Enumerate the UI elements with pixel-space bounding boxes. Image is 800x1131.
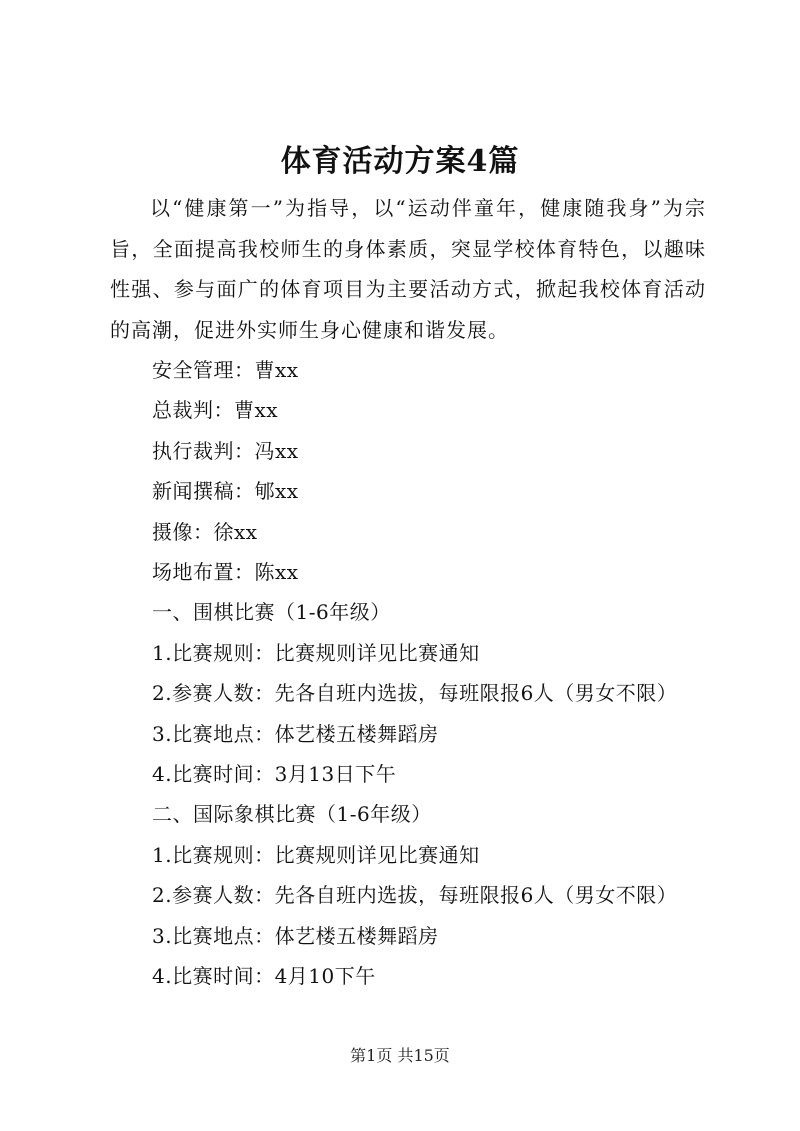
list-item: 3.比赛地点：体艺楼五楼舞蹈房: [152, 923, 439, 948]
staff-chief-referee: 总裁判：曹xx: [152, 398, 279, 423]
section-heading-chess: 二、国际象棋比赛（1-6年级）: [152, 802, 432, 827]
staff-executive-referee: 执行裁判：冯xx: [152, 438, 299, 463]
intro-paragraph: 以“健康第一”为指导，以“运动伴童年，健康随我身”为宗旨，全面提高我校师生的身体素质，突显学校体育特色，以趣味性强、参与面广的体育项目为主要活动方式，掀起我校体育活动的高潮，促进外实师生身心健康和谐发展。: [110, 196, 706, 342]
list-item: 2.参赛人数：先各自班内选拔，每班限报6人（男女不限）: [152, 883, 678, 908]
list-item: 4.比赛时间：3月13日下午: [152, 762, 397, 787]
section-heading-go: 一、围棋比赛（1-6年级）: [152, 600, 391, 625]
list-item: 1.比赛规则：比赛规则详见比赛通知: [152, 842, 480, 867]
staff-camera: 摄像：徐xx: [152, 519, 258, 544]
staff-news-writer: 新闻撰稿：郇xx: [152, 479, 299, 504]
list-item: 3.比赛地点：体艺楼五楼舞蹈房: [152, 721, 439, 746]
content-lines: [110, 350, 706, 997]
list-item: 4.比赛时间：4月10下午: [152, 964, 376, 989]
document-title: 体育活动方案4篇: [280, 144, 520, 179]
list-item: 1.比赛规则：比赛规则详见比赛通知: [152, 640, 480, 665]
list-item: 2.参赛人数：先各自班内选拔，每班限报6人（男女不限）: [152, 681, 678, 706]
document-body: [110, 188, 706, 997]
page-footer: 第1页 共15页: [350, 1046, 450, 1065]
staff-venue-setup: 场地布置：陈xx: [152, 560, 299, 585]
staff-safety: 安全管理：曹xx: [152, 358, 299, 382]
